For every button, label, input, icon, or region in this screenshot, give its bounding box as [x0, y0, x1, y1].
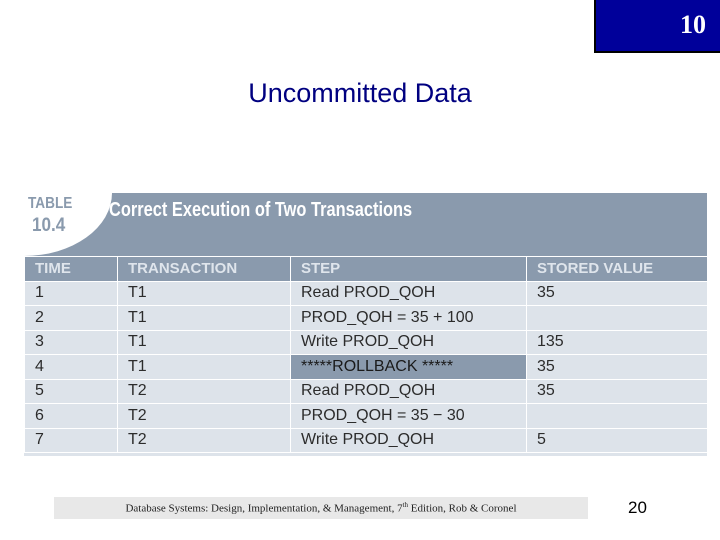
cell-step: Write PROD_QOH: [291, 330, 527, 355]
footer-citation: [54, 501, 588, 515]
table-row: [25, 428, 708, 453]
cell-time: 6: [25, 404, 118, 429]
cell-stored-value: 35: [527, 379, 708, 404]
table-number: 10.4: [32, 215, 66, 236]
cell-time: 3: [25, 330, 118, 355]
cell-stored-value: 135: [527, 330, 708, 355]
cell-transaction: T1: [118, 281, 291, 306]
table-figure: [24, 193, 707, 456]
cell-time: 2: [25, 306, 118, 331]
cell-stored-value: [527, 404, 708, 429]
table-header-row: [25, 257, 708, 282]
table-row: [25, 281, 708, 306]
cell-time: 4: [25, 355, 118, 380]
cell-step: PROD_QOH = 35 − 30: [291, 404, 527, 429]
table-row: [25, 330, 708, 355]
cell-stored-value: 5: [527, 428, 708, 453]
column-header-transaction: TRANSACTION: [118, 257, 291, 282]
cell-step: Write PROD_QOH: [291, 428, 527, 453]
cell-step: Read PROD_QOH: [291, 379, 527, 404]
table-label: TABLE: [28, 195, 73, 212]
slide-title: Uncommitted Data: [248, 78, 472, 108]
column-header-stored-value: STORED VALUE: [527, 257, 708, 282]
cell-transaction: T2: [118, 428, 291, 453]
cell-step: PROD_QOH = 35 + 100: [291, 306, 527, 331]
column-header-step: STEP: [291, 257, 527, 282]
table-row: [25, 379, 708, 404]
cell-step-rollback: *****ROLLBACK *****: [291, 355, 527, 380]
cell-step: Read PROD_QOH: [291, 281, 527, 306]
cell-stored-value: [527, 306, 708, 331]
page-number: 20: [628, 498, 647, 517]
cell-time: 7: [25, 428, 118, 453]
cell-stored-value: 35: [527, 355, 708, 380]
cell-time: 5: [25, 379, 118, 404]
cell-transaction: T1: [118, 306, 291, 331]
table-title: Correct Execution of Two Transactions: [109, 199, 413, 221]
cell-transaction: T1: [118, 330, 291, 355]
column-header-time: TIME: [25, 257, 118, 282]
footer-superscript: th: [402, 501, 409, 509]
cell-time: 1: [25, 281, 118, 306]
footer-bar: [54, 497, 588, 519]
transactions-table: [24, 256, 708, 453]
cell-stored-value: 35: [527, 281, 708, 306]
table-row: [25, 355, 708, 380]
footer-text-main: Database Systems: Design, Implementation, & Management, 7: [125, 502, 403, 515]
table-header-band: [24, 193, 707, 256]
footer-text-end: Edition, Rob & Coronel: [408, 502, 517, 515]
chapter-number-box: [594, 0, 720, 53]
chapter-number: 10: [680, 10, 706, 39]
table-row: [25, 306, 708, 331]
cell-transaction: T2: [118, 404, 291, 429]
cell-transaction: T1: [118, 355, 291, 380]
cell-transaction: T2: [118, 379, 291, 404]
table-row: [25, 404, 708, 429]
